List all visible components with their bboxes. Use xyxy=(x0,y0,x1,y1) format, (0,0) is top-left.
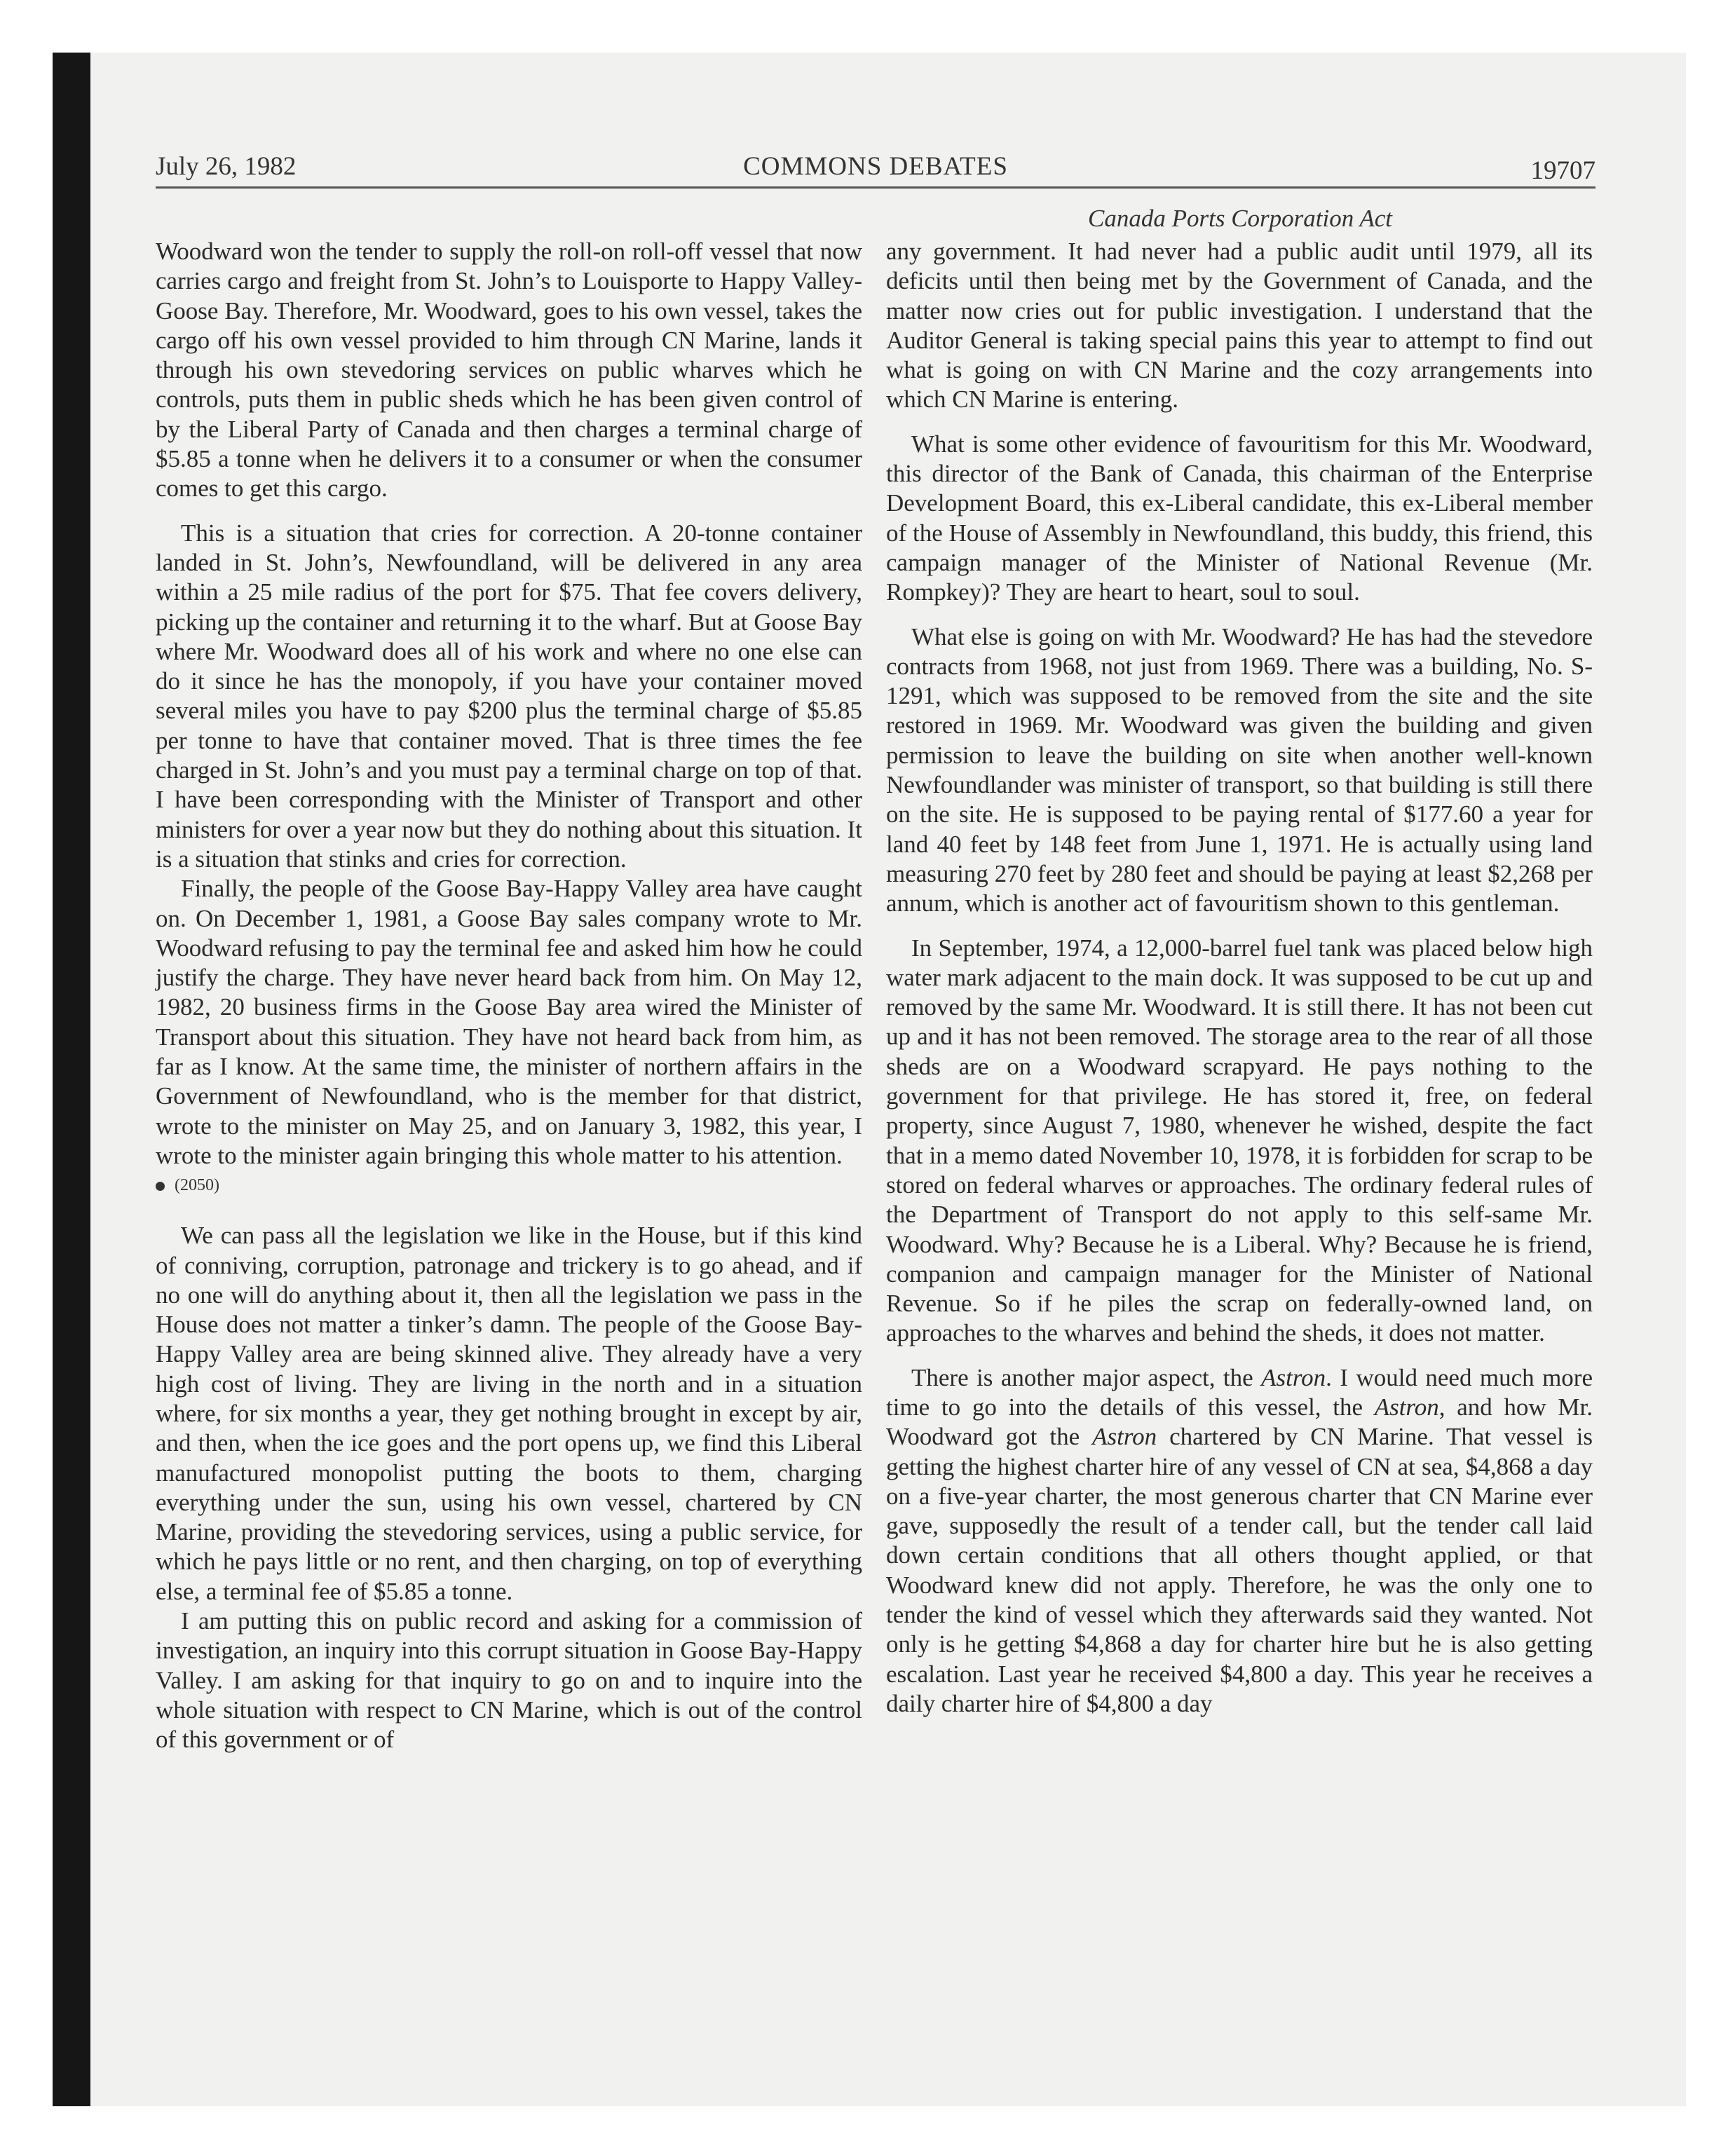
paragraph: We can pass all the legislation we like in the House, but if this kind of conniving, corruption, patronage and trickery is to go ahead, and if no one will do anything about it, then all the legislation we pass in the House does not matter a tinker’s damn. The people of the Goose Bay-Happy Valley area are being skinned alive. They already have a very high cost of living. They are living in the north and in a situation where, for six months a year, they get nothing brought in except by air, and then, when the ice goes and the port opens up, we find this Liberal manufactured monopolist putting the boots to them, charging everything under the sun, using his own vessel, chartered by CN Marine, providing the stevedoring services, using a public service, for which he pays little or no rent, and then charging, on top of everything else, a terminal fee of $5.85 a tonne. xyxy=(156,1222,862,1605)
page-number: 19707 xyxy=(1530,156,1595,185)
text-run: . I would need much more time to go into the details of this vessel, the xyxy=(886,1363,1593,1421)
paragraph: What is some other evidence of favouritism for this Mr. Woodward, this director of the Bank of Canada, this chairman of the Enterprise Development Board, this ex-Liberal candidate, this ex-Liberal member of the House of Assembly in Newfoundland, this buddy, this friend, this campaign manager of the Minister of National Revenue (Mr. Rompkey)? They are heart to heart, soul to soul. xyxy=(886,430,1593,606)
paragraph xyxy=(886,1363,1593,1719)
scan-binding-edge xyxy=(53,53,90,2106)
text-run: , and how Mr. Woodward got the xyxy=(886,1393,1593,1451)
vessel-name: Astron xyxy=(1261,1363,1326,1391)
paragraph: Finally, the people of the Goose Bay-Happy Valley area have caught on. On December 1, 1981, a Goose Bay sales company wrote to Mr. Woodward refusing to pay the terminal fee and asked him how he could justify the charge. They have never heard back from him. On May 12, 1982, 20 business firms in the Goose Bay area wired the Minister of Transport about this situation. They have not heard back from him, as far as I know. At the same time, the minister of northern affairs in the Government of Newfoundland, who is the member for that district, wrote to the minister on May 25, and on January 3, 1982, this year, I wrote to the minister again bringing this whole matter to his attention. xyxy=(156,875,862,1169)
time-marker-label: (2050) xyxy=(175,1176,219,1195)
header-date: July 26, 1982 xyxy=(156,152,297,181)
page-header xyxy=(156,147,1595,189)
vessel-name: Astron xyxy=(1092,1423,1157,1451)
text-run: There is another major aspect, the xyxy=(911,1363,1262,1391)
paragraph: any government. It had never had a public audit until 1979, all its deficits until then being met by the Government of Canada, and the matter now cries out for public investigation. I understand that the Auditor General is taking special pains this year to attempt to find out what is going on with CN Marine and the cozy arrangements into which CN Marine is entering. xyxy=(886,238,1593,414)
paragraph: Woodward won the tender to supply the roll-on roll-off vessel that now carries cargo and freight from St. John’s to Louisporte to Happy Valley-Goose Bay. Therefore, Mr. Woodward, goes to his own vessel, takes the cargo off his own vessel provided to him through CN Marine, lands it through his own stevedoring services on public wharves which he controls, puts them in public sheds which he has been given control of by the Liberal Party of Canada and then charges a terminal charge of $5.85 a tonne when he delivers it to a consumer or when the consumer comes to get this cargo. xyxy=(156,238,862,503)
paragraph: What else is going on with Mr. Woodward? He has had the stevedore contracts from 1968, not just from 1969. There was a building, No. S-1291, which was supposed to be removed from the site and the site restored in 1969. Mr. Woodward was given the building and given permission to leave the building on site when another well-known Newfoundlander was minister of transport, so that building is still there on the site. He is supposed to be paying rental of $177.60 a year for land 40 feet by 148 feet from June 1, 1971. He is actually using land measuring 270 feet by 280 feet and should be paying at least $2,268 per annum, which is another act of favouritism shown to this gentleman. xyxy=(886,622,1593,917)
time-marker xyxy=(156,1171,862,1200)
text-run: chartered by CN Marine. That vessel is getting the highest charter hire of any vessel of CN at sea, $4,868 a day on a five-year charter, the most generous charter that CN Marine ever gave, supposedly the result of a tender call, but the tender call laid down certain conditions that all others thought applied, or that Woodward knew did not apply. Therefore, he was the only one to tender the kind of vessel which they afterwards said they wanted. Not only is he getting $4,868 a day for charter hire but he is also getting escalation. Last year he received $4,800 a day. This year he receives a daily charter hire of $4,800 a day xyxy=(886,1423,1593,1717)
paragraph: This is a situation that cries for correction. A 20-tonne container landed in St. John’s, Newfoundland, will be delivered in any area within a 25 mile radius of the port for $75. That fee covers delivery, picking up the container and returning it to the wharf. But at Goose Bay where Mr. Woodward does all of his work and where no one else can do it since he has the monopoly, if you have your container moved several miles you have to pay $200 plus the terminal charge of $5.85 per tonne to have that container moved. That is three times the fee charged in St. John’s and you must pay a terminal charge on top of that. I have been corresponding with the Minister of Transport and other ministers for over a year now but they do nothing about this situation. It is a situation that stinks and cries for correction. xyxy=(156,519,862,873)
vessel-name: Astron xyxy=(1374,1393,1439,1421)
paragraph: In September, 1974, a 12,000-barrel fuel tank was placed below high water mark adjacent to the main dock. It was supposed to be cut up and removed by the same Mr. Woodward. It is still there. It has not been cut up and it has not been removed. The storage area to the rear of all those sheds are on a Woodward scrapyard. He pays nothing to the government for that privilege. He has stored it, free, on federal property, since August 7, 1980, whenever he wished, despite the fact that in a memo dated November 10, 1978, it is forbidden for scrap to be stored on federal wharves or approaches. The ordinary federal rules of the Department of Transport do not apply to this self-same Mr. Woodward. Why? Because he is a Liberal. Why? Because he is friend, companion and campaign manager for the Minister of National Revenue. So if he piles the scrap on federally-owned land, on approaches to the wharves and behind the sheds, it does not matter. xyxy=(886,934,1593,1347)
bullet-icon xyxy=(156,1182,165,1191)
left-column xyxy=(156,237,862,1755)
running-head: Canada Ports Corporation Act xyxy=(1088,205,1392,232)
paragraph: I am putting this on public record and asking for a commission of investigation, an inquiry into this corrupt situation in Goose Bay-Happy Valley. I am asking for that inquiry to go on and to inquire into the whole situation with respect to CN Marine, which is out of the control of this government or of xyxy=(156,1607,862,1754)
header-title: COMMONS DEBATES xyxy=(743,152,1008,181)
right-column xyxy=(886,237,1593,1719)
